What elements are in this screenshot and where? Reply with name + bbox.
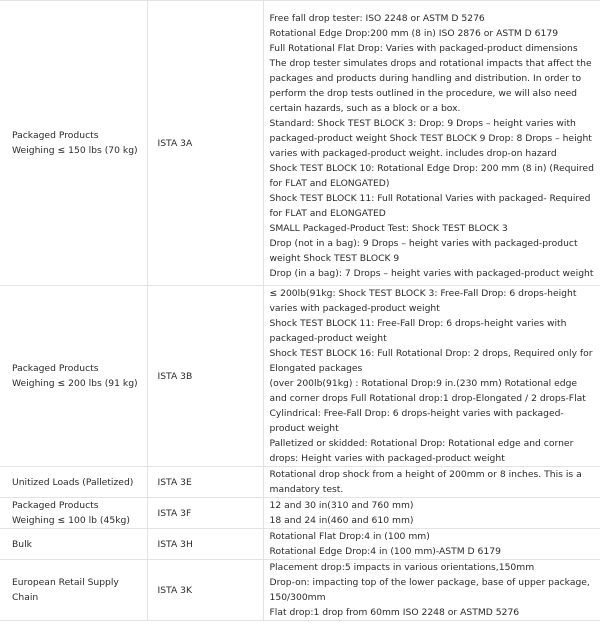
description-line: Rotational Edge Drop:200 mm (8 in) ISO 2876 or ASTM D 6179 xyxy=(269,28,559,39)
table-row xyxy=(0,467,600,498)
table-row xyxy=(0,1,600,286)
product-category-cell: Packaged Products Weighing ≤ 150 lbs (70 kg) xyxy=(0,1,147,286)
product-category-cell: European Retail Supply Chain xyxy=(0,560,147,621)
test-description-cell xyxy=(263,529,600,560)
table-row xyxy=(0,286,600,467)
test-description-cell xyxy=(263,1,600,286)
description-line: Palletized or skidded: Rotational Drop: Rotational edge and corner drops: Height varies with packaged-product weight xyxy=(269,438,574,464)
description-line: SMALL Packaged-Product Test: Shock TEST BLOCK 3 xyxy=(269,223,508,234)
description-line: 18 and 24 in(460 and 610 mm) xyxy=(269,515,414,526)
standard-code-cell: ISTA 3B xyxy=(147,286,263,467)
standard-code-cell: ISTA 3E xyxy=(147,467,263,498)
test-description-cell xyxy=(263,467,600,498)
product-category-cell: Unitized Loads (Palletized) xyxy=(0,467,147,498)
description-line: Free fall drop tester: ISO 2248 or ASTM D 5276 xyxy=(269,13,485,24)
product-category-cell: Bulk xyxy=(0,529,147,560)
standard-code-cell: ISTA 3K xyxy=(147,560,263,621)
standard-code-cell: ISTA 3H xyxy=(147,529,263,560)
table-row xyxy=(0,498,600,529)
description-line: Flat drop:1 drop from 60mm ISO 2248 or ASTMD 5276 xyxy=(269,607,520,618)
test-description-cell xyxy=(263,498,600,529)
test-description-cell xyxy=(263,560,600,621)
description-line: Shock TEST BLOCK 16: Full Rotational Drop: 2 drops, Required only for Elongated packages xyxy=(269,348,593,374)
standard-code-cell: ISTA 3A xyxy=(147,1,263,286)
description-line: Placement drop:5 impacts in various orientations,150mm xyxy=(269,562,535,573)
description-line: Rotational Edge Drop:4 in (100 mm)-ASTM D 6179 xyxy=(269,546,501,557)
description-line: (over 200lb(91kg) : Rotational Drop:9 in.(230 mm) Rotational edge and corner drops Full Rotational drop:1 drop-Elongated / 2 drops-Flat xyxy=(269,378,586,404)
description-line: Standard: Shock TEST BLOCK 3: Drop: 9 Drops – height varies with packaged-product weight Shock TEST BLOCK 9 Drop: 8 Drops – height varies with packaged-product weight. includes drop-on hazard xyxy=(269,118,592,159)
description-line: Full Rotational Flat Drop: Varies with packaged-product dimensions xyxy=(269,43,578,54)
product-category-cell: Packaged Products Weighing ≤ 100 lb (45kg) xyxy=(0,498,147,529)
standard-code-cell: ISTA 3F xyxy=(147,498,263,529)
description-line: Rotational Flat Drop:4 in (100 mm) xyxy=(269,531,430,542)
table-row xyxy=(0,529,600,560)
description-line: Shock TEST BLOCK 11: Full Rotational Varies with packaged- Required for FLAT and ELONGATED xyxy=(269,193,591,219)
description-line: ≤ 200lb(91kg: Shock TEST BLOCK 3: Free-Fall Drop: 6 drops-height varies with packaged-product weight xyxy=(269,288,577,314)
table-row xyxy=(0,560,600,621)
description-line: Drop-on: impacting top of the lower package, base of upper package, 150/300mm xyxy=(269,577,590,603)
test-description-cell xyxy=(263,286,600,467)
description-line: Drop (in a bag): 7 Drops – height varies with packaged-product weight xyxy=(269,268,594,279)
description-line: Cylindrical: Free-Fall Drop: 6 drops-height varies with packaged-product weight xyxy=(269,408,564,434)
description-line: 12 and 30 in(310 and 760 mm) xyxy=(269,500,414,511)
description-line: Shock TEST BLOCK 11: Free-Fall Drop: 6 drops-height varies with packaged-product weight xyxy=(269,318,567,344)
description-line: The drop tester simulates drops and rotational impacts that affect the packages and products during handling and distribution. In order to perform the drop tests outlined in the procedure, we will also need certain hazards, such as a block or a box. xyxy=(269,58,592,114)
product-category-cell: Packaged Products Weighing ≤ 200 lbs (91 kg) xyxy=(0,286,147,467)
description-line: Shock TEST BLOCK 10: Rotational Edge Drop: 200 mm (8 in) (Required for FLAT and ELONGATED) xyxy=(269,163,594,189)
description-line: Rotational drop shock from a height of 200mm or 8 inches. This is a mandatory test. xyxy=(269,469,582,495)
description-line: Drop (not in a bag): 9 Drops – height varies with packaged-product weight Shock TEST BLOCK 9 xyxy=(269,238,578,264)
table-body xyxy=(0,1,600,621)
